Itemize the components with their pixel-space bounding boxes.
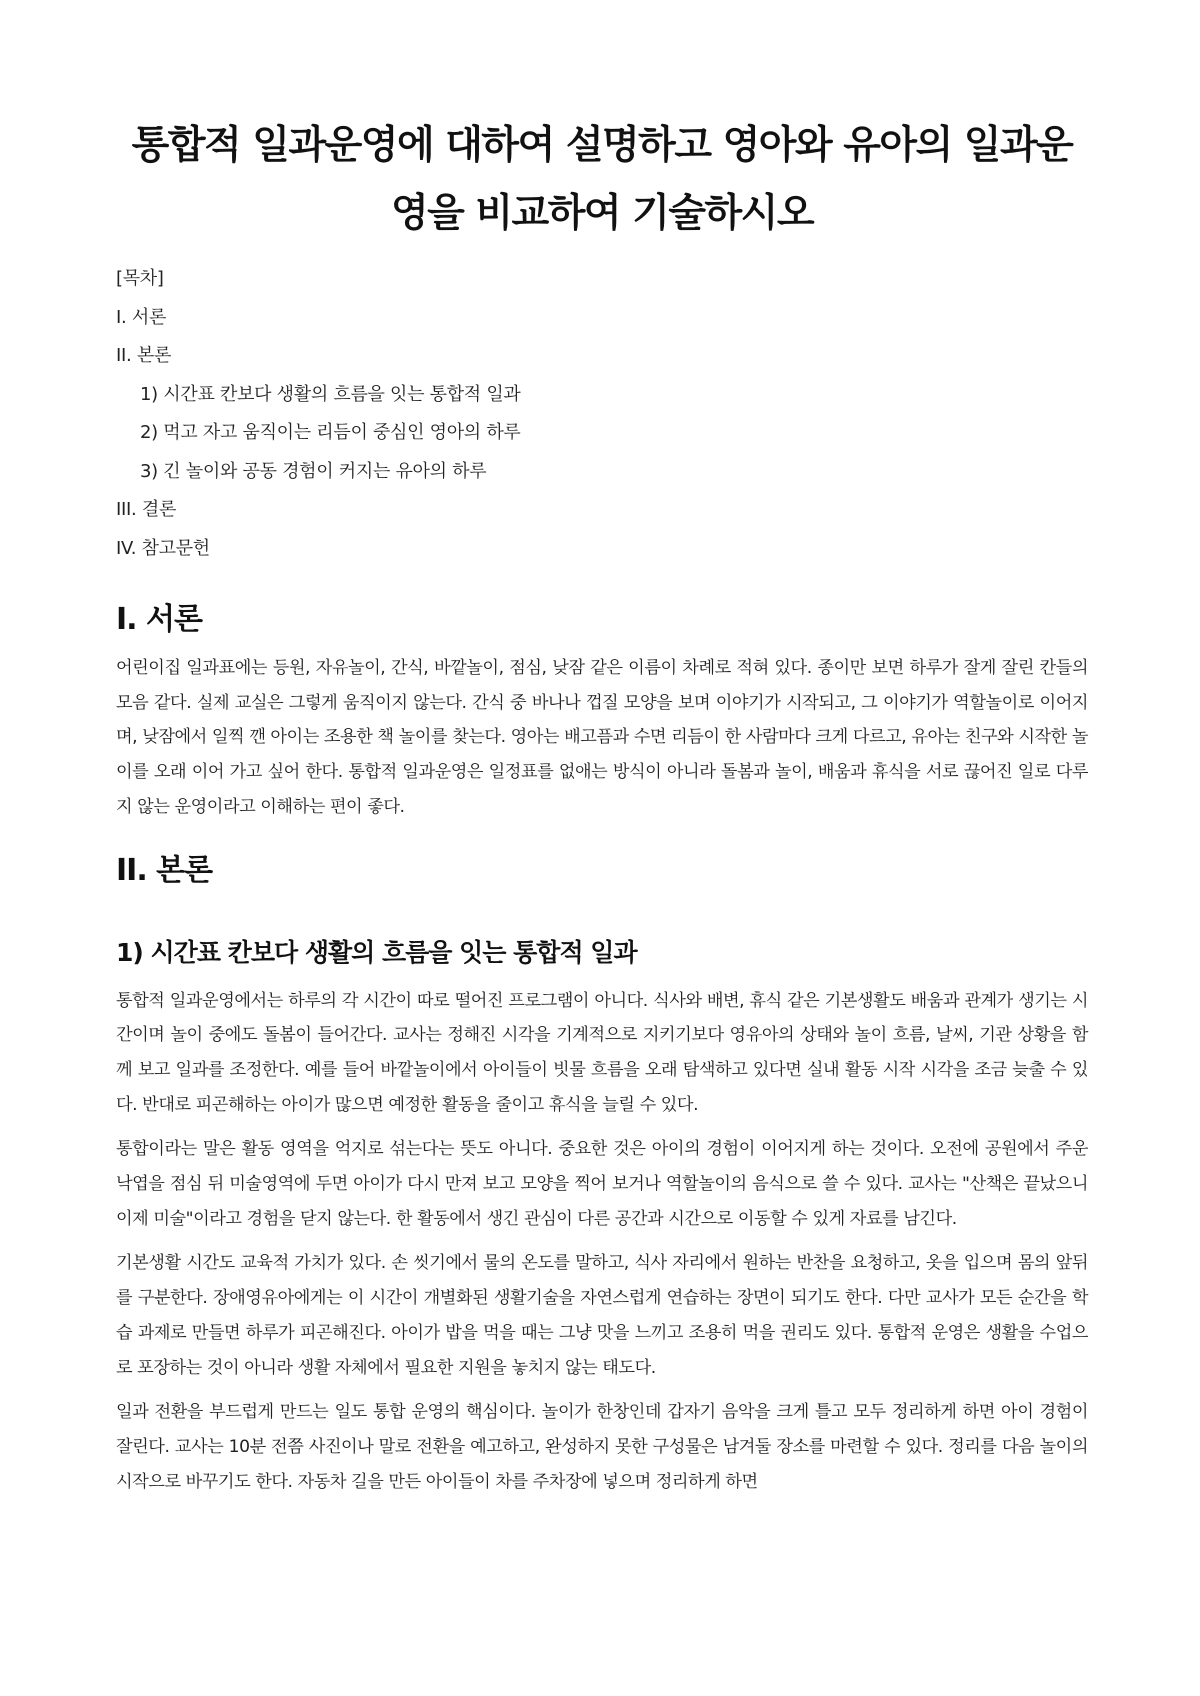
section1-paragraph-3: 기본생활 시간도 교육적 가치가 있다. 손 씻기에서 물의 온도를 말하고, 식사 자리에서 원하는 반찬을 요청하고, 옷을 입으며 몸의 앞뒤를 구분한다. 장애영유아에게는 이 시간이 개별화된 생활기술을 자연스럽게 연습하는 장면이 되기도 한다. 다만 교사가 모든 순간을 학습 과제로 만들면 하루가 피곤해진다. 아이가 밥을 먹을 때는 그냥 맛을 느끼고 조용히 먹을 권리도 있다. 통합적 운영은 생활을 수업으로 포장하는 것이 아니라 생활 자체에서 필요한 지원을 놓치지 않는 태도다. (116, 1253, 1088, 1378)
section1-paragraph-1: 통합적 일과운영에서는 하루의 각 시간이 따로 떨어진 프로그램이 아니다. 식사와 배변, 휴식 같은 기본생활도 배움과 관계가 생기는 시간이며 놀이 중에도 돌봄이 들어간다. 교사는 정해진 시각을 기계적으로 지키기보다 영유아의 상태와 놀이 흐름, 날씨, 기관 상황을 함께 보고 일과를 조정한다. 예를 들어 바깥놀이에서 아이들이 빗물 흐름을 오래 탐색하고 있다면 실내 활동 시작 시각을 조금 늦출 수 있다. 반대로 피곤해하는 아이가 많으면 예정한 활동을 줄이고 휴식을 늘릴 수 있다. (116, 990, 1088, 1115)
toc-item-body: II. 본론 (116, 345, 172, 366)
toc-heading: [목차] (116, 268, 164, 289)
intro-paragraph: 어린이집 일과표에는 등원, 자유놀이, 간식, 바깥놀이, 점심, 낮잠 같은 이름이 차례로 적혀 있다. 종이만 보면 하루가 잘게 잘린 칸들의 모음 같다. 실제 교실은 그렇게 움직이지 않는다. 간식 중 바나나 껍질 모양을 보며 이야기가 시작되고, 그 이야기가 역할놀이로 이어지며, 낮잠에서 일찍 깬 아이는 조용한 책 놀이를 찾는다. 영아는 배고픔과 수면 리듬이 한 사람마다 크게 다르고, 유아는 친구와 시작한 놀이를 오래 이어 가고 싶어 한다. 통합적 일과운영은 일정표를 없애는 방식이 아니라 돌봄과 놀이, 배움과 휴식을 서로 끊어진 일로 다루지 않는 운영이라고 이해하는 편이 좋다. (116, 658, 1088, 817)
intro-heading: I. 서론 (116, 602, 202, 637)
toc-item-conclusion: III. 결론 (116, 499, 177, 520)
toc-item-references: IV. 참고문헌 (116, 537, 210, 559)
section1-heading: 1) 시간표 칸보다 생활의 흐름을 잇는 통합적 일과 (116, 937, 637, 967)
toc-item-body-3: 3) 긴 놀이와 공동 경험이 커지는 유아의 하루 (140, 460, 487, 482)
section1-paragraph-4: 일과 전환을 부드럽게 만드는 일도 통합 운영의 핵심이다. 놀이가 한창인데 갑자기 음악을 크게 틀고 모두 정리하게 하면 아이 경험이 잘린다. 교사는 10분 전쯤 사진이나 말로 전환을 예고하고, 완성하지 못한 구성물은 남겨둘 장소를 마련할 수 있다. 정리를 다음 놀이의 시작으로 바꾸기도 한다. 자동차 길을 만든 아이들이 차를 주차장에 넣으며 정리하게 하면 (116, 1402, 1088, 1492)
toc-item-intro: I. 서론 (116, 306, 167, 328)
section1-paragraph-2: 통합이라는 말은 활동 영역을 억지로 섞는다는 뜻도 아니다. 중요한 것은 아이의 경험이 이어지게 하는 것이다. 오전에 공원에서 주운 낙엽을 점심 뒤 미술영역에 두면 아이가 다시 만져 보고 모양을 찍어 보거나 역할놀이의 음식으로 쓸 수 있다. 교사는 "산책은 끝났으니 이제 미술"이라고 경험을 닫지 않는다. 한 활동에서 생긴 관심이 다른 공간과 시간으로 이동할 수 있게 자료를 남긴다. (116, 1139, 1088, 1229)
document-title: 통합적 일과운영에 대하여 설명하고 영아와 유아의 일과운영을 비교하여 기술하시오 (131, 123, 1073, 236)
toc-item-body-2: 2) 먹고 자고 움직이는 리듬이 중심인 영아의 하루 (140, 422, 521, 443)
body-heading: II. 본론 (116, 852, 213, 888)
table-of-contents (116, 260, 1088, 568)
toc-item-body-1: 1) 시간표 칸보다 생활의 흐름을 잇는 통합적 일과 (140, 383, 521, 405)
